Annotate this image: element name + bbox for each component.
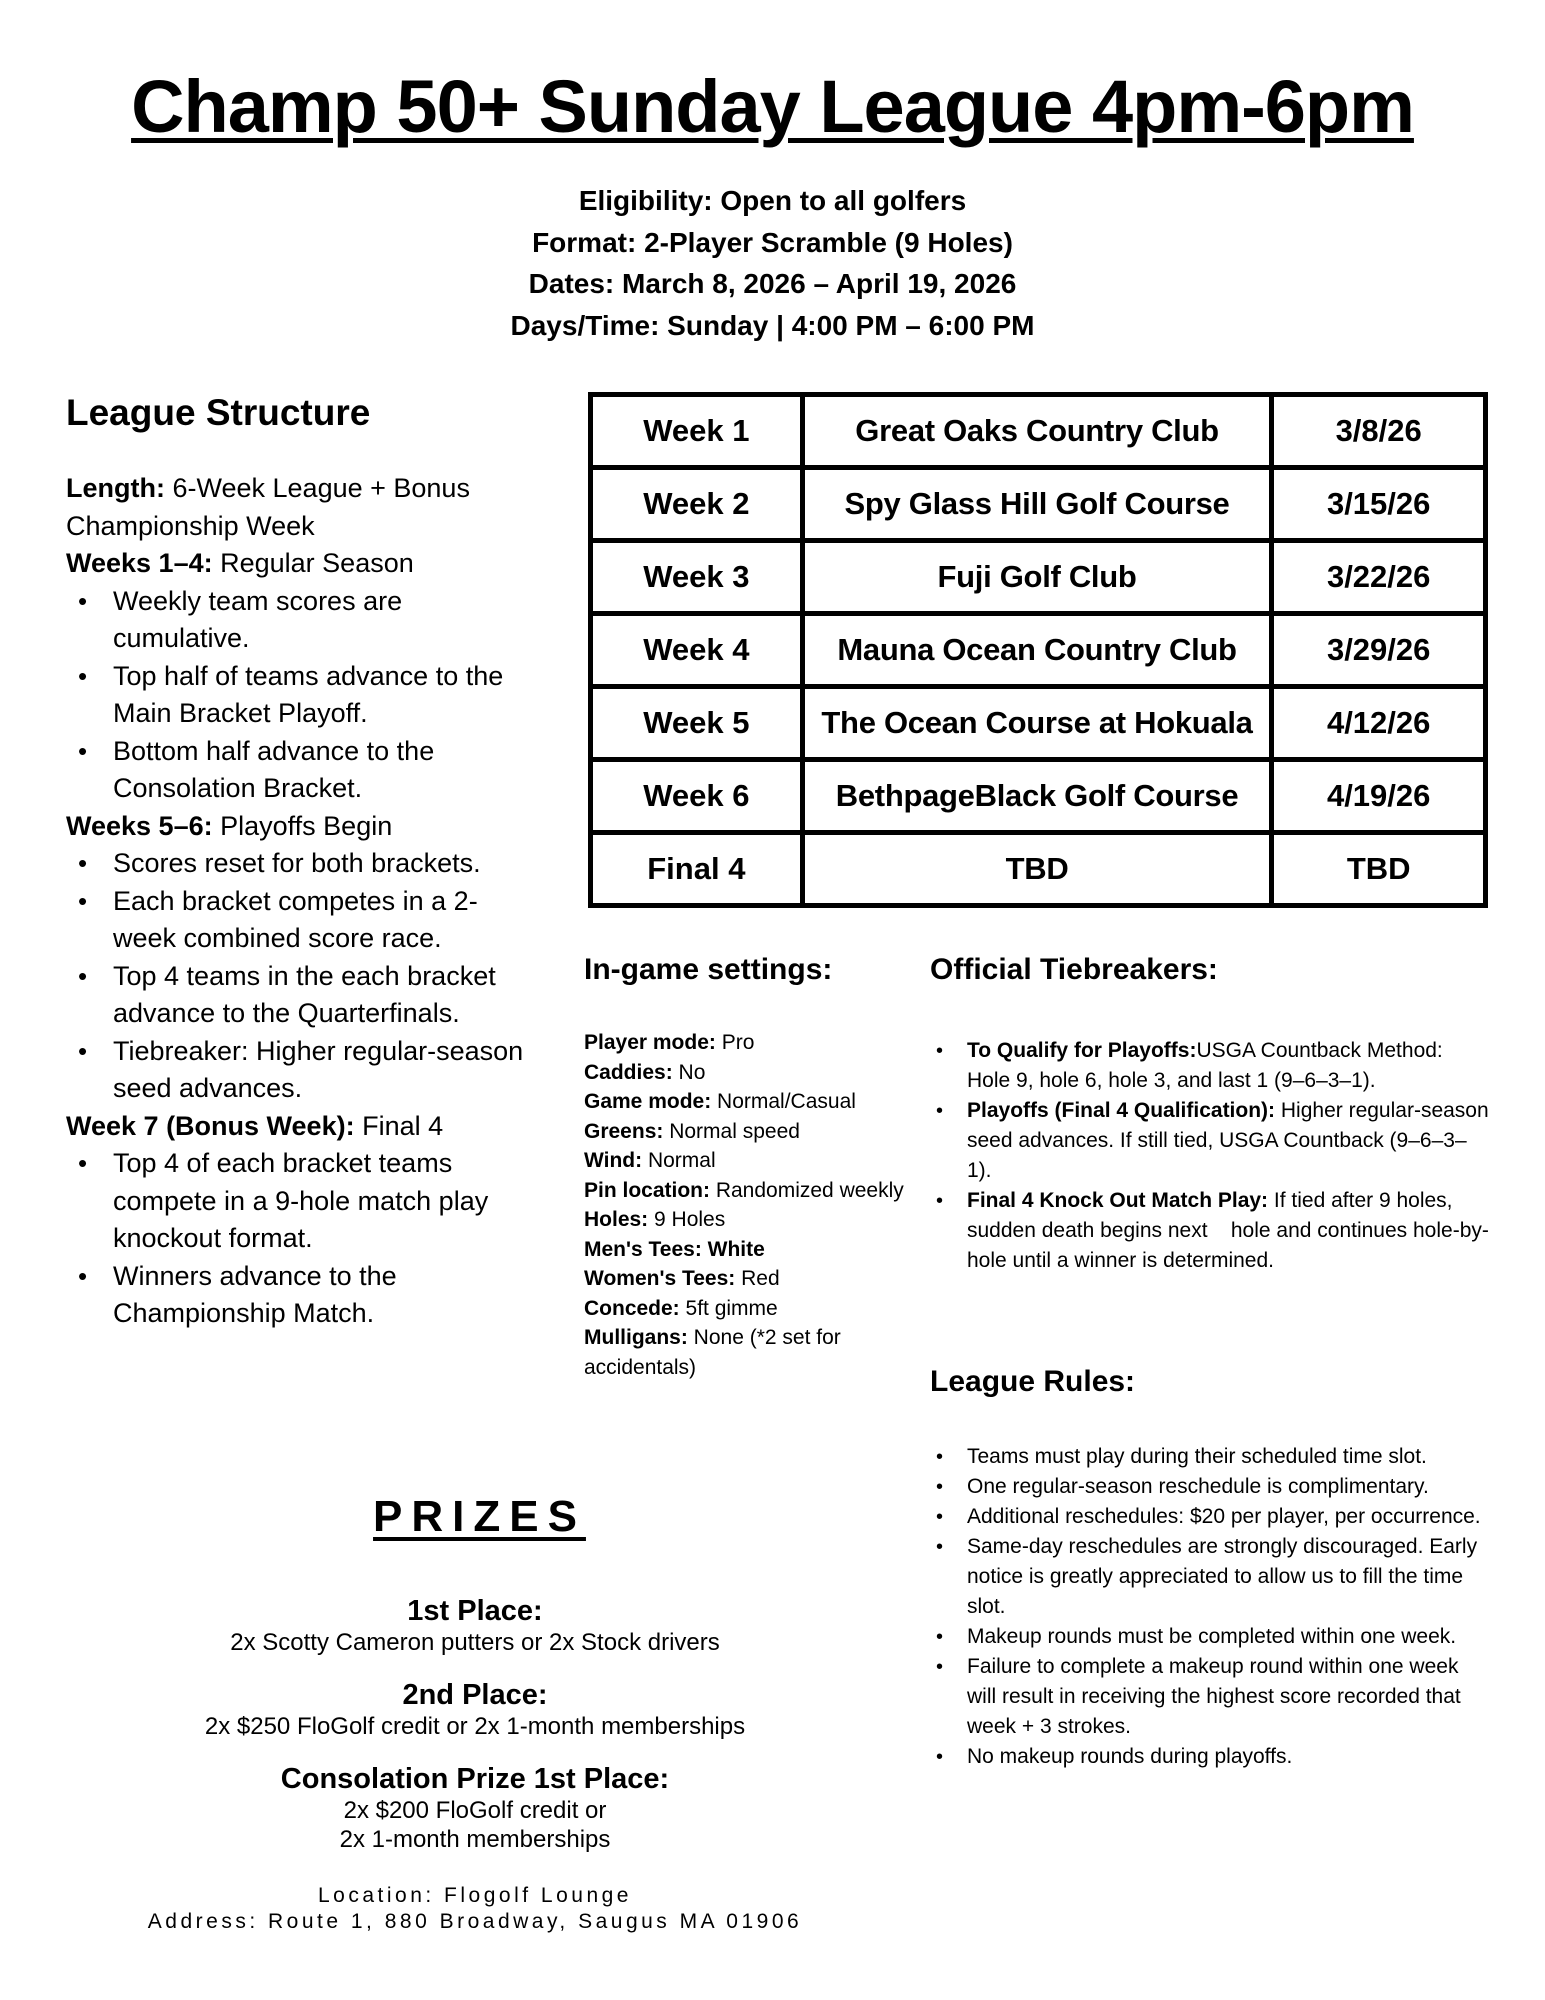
rule-item: • Teams must play during their scheduled time slot. — [930, 1442, 1490, 1472]
setting-player-mode — [584, 1028, 914, 1058]
weeks-5-6-bullets — [66, 845, 536, 1108]
prize-label: 1st Place: — [407, 1595, 543, 1627]
page-title: Champ 50+ Sunday League 4pm-6pm — [131, 65, 1414, 148]
location-footer — [60, 1883, 890, 1935]
location-line: Location: Flogolf Lounge — [317, 1884, 632, 1907]
length-value: 6-Week League + Bonus Championship Week — [66, 473, 470, 541]
setting-value: Normal speed — [663, 1119, 800, 1143]
week-cell: Week 5 — [591, 687, 803, 760]
tiebreaker-value: If tied after 9 holes, sudden death begins next hole and continues hole-by-hole until a winner is determined. — [967, 1189, 1489, 1272]
setting-value: Pro — [715, 1031, 755, 1054]
consolation-prize — [60, 1762, 890, 1854]
setting-mulligans — [584, 1323, 914, 1382]
weeks-5-6-line — [66, 808, 536, 846]
weeks-5-6-label: Weeks 5–6: — [66, 810, 213, 841]
dates-line: Dates: March 8, 2026 – April 19, 2026 — [528, 268, 1017, 299]
setting-womens-tees — [584, 1264, 914, 1294]
tiebreaker-value: Higher regular-season seed advances. If still tied, USGA Countback (9–6–3–1). — [967, 1099, 1489, 1182]
rule-item: • Additional reschedules: $20 per player, per occurrence. — [930, 1502, 1490, 1532]
bullet-item: • Scores reset for both brackets. — [66, 845, 536, 883]
setting-greens — [584, 1117, 914, 1147]
prizes-heading: PRIZES — [373, 1492, 586, 1541]
date-cell: 3/8/26 — [1272, 395, 1486, 468]
setting-mens-tees — [584, 1235, 914, 1265]
week-7-line — [66, 1108, 536, 1146]
weeks-1-4-label: Weeks 1–4: — [66, 548, 213, 578]
setting-pin-location — [584, 1176, 914, 1206]
table-row — [591, 614, 1486, 687]
rule-item: • Makeup rounds must be completed within one week. — [930, 1622, 1490, 1652]
week-cell: Week 2 — [591, 468, 803, 541]
rule-item: • Failure to complete a makeup round within one week will result in receiving the highest score recorded that week + 3 strokes. — [930, 1652, 1490, 1742]
bullet-item: • Top 4 of each bracket teams compete in a 9-hole match play knockout format. — [66, 1145, 536, 1258]
bullet-item: • Top half of teams advance to the Main Bracket Playoff. — [66, 658, 536, 733]
week-cell: Week 4 — [591, 614, 803, 687]
setting-value: Normal — [642, 1149, 716, 1172]
table-row — [591, 833, 1486, 906]
bullet-item: • Each bracket competes in a 2-week combined score race. — [66, 883, 536, 958]
prize-desc: 2x $200 FloGolf credit or — [343, 1797, 607, 1824]
tiebreaker-label: Playoffs (Final 4 Qualification): — [967, 1099, 1276, 1122]
setting-label: Men's Tees: White — [584, 1237, 765, 1261]
prize-label: 2nd Place: — [402, 1679, 548, 1711]
second-place-prize — [60, 1678, 890, 1741]
tiebreaker-value: USGA Countback Method: Hole 9, hole 6, hole 3, and last 1 (9–6–3–1). — [967, 1039, 1443, 1092]
setting-value: Red — [735, 1267, 780, 1290]
setting-label: Game mode: — [584, 1090, 712, 1113]
rules-heading: League Rules: — [930, 1365, 1136, 1398]
course-cell: Spy Glass Hill Golf Course — [802, 468, 1272, 541]
days-time-line: Days/Time: Sunday | 4:00 PM – 6:00 PM — [510, 309, 1035, 341]
rules-list — [930, 1442, 1490, 1772]
rule-item: • No makeup rounds during playoffs. — [930, 1742, 1490, 1772]
tiebreaker-label: To Qualify for Playoffs: — [967, 1039, 1197, 1062]
setting-value: No — [672, 1060, 706, 1084]
bullet-item: • Top 4 teams in the each bracket advance to the Quarterfinals. — [66, 958, 536, 1033]
address-line: Address: Route 1, 880 Broadway, Saugus MA 01906 — [147, 1910, 803, 1933]
tiebreakers-heading: Official Tiebreakers: — [930, 953, 1218, 986]
table-row — [591, 687, 1486, 760]
tiebreakers-list — [930, 1036, 1490, 1276]
table-row — [591, 541, 1486, 614]
prizes-section — [60, 1490, 890, 1854]
week-7-value: Final 4 — [354, 1110, 444, 1141]
course-cell: TBD — [802, 833, 1272, 906]
tiebreaker-label: Final 4 Knock Out Match Play: — [967, 1189, 1269, 1212]
setting-holes — [584, 1205, 914, 1235]
table-row — [591, 395, 1486, 468]
date-cell: 3/15/26 — [1272, 468, 1486, 541]
first-place-prize — [60, 1594, 890, 1657]
tiebreaker-item — [930, 1186, 1490, 1276]
week-cell: Week 1 — [591, 395, 803, 468]
weeks-1-4-value: Regular Season — [212, 548, 414, 578]
week-cell: Week 6 — [591, 760, 803, 833]
setting-label: Player mode: — [584, 1031, 716, 1054]
table-row — [591, 760, 1486, 833]
course-cell: Great Oaks Country Club — [802, 395, 1272, 468]
league-structure-heading: League Structure — [66, 392, 371, 433]
date-cell: 4/19/26 — [1272, 760, 1486, 833]
prize-desc: 2x 1-month memberships — [339, 1826, 611, 1853]
weeks-1-4-bullets — [66, 583, 536, 808]
course-cell: Mauna Ocean Country Club — [802, 614, 1272, 687]
eligibility-line: Eligibility: Open to all golfers — [578, 185, 967, 216]
league-structure — [66, 390, 536, 1333]
rule-item: • Same-day reschedules are strongly discouraged. Early notice is greatly appreciated to allow us to fill the time slot. — [930, 1532, 1490, 1622]
bullet-item: • Weekly team scores are cumulative. — [66, 583, 536, 658]
prize-desc: 2x $250 FloGolf credit or 2x 1-month memberships — [204, 1713, 746, 1740]
table-row — [591, 468, 1486, 541]
setting-value: 5ft gimme — [679, 1296, 778, 1320]
in-game-settings — [584, 950, 914, 1382]
format-line: Format: 2-Player Scramble (9 Holes) — [532, 226, 1013, 258]
rule-item: • One regular-season reschedule is complimentary. — [930, 1472, 1490, 1502]
setting-value: 9 Holes — [648, 1208, 726, 1231]
prize-label: Consolation Prize 1st Place: — [280, 1763, 670, 1795]
week-7-bullets — [66, 1145, 536, 1333]
week-7-label: Week 7 (Bonus Week): — [66, 1110, 355, 1141]
schedule-table — [588, 392, 1488, 908]
tiebreaker-item — [930, 1036, 1490, 1096]
length-line — [66, 470, 536, 545]
week-cell: Week 3 — [591, 541, 803, 614]
setting-label: Mulligans: — [584, 1326, 688, 1349]
course-cell: BethpageBlack Golf Course — [802, 760, 1272, 833]
setting-label: Greens: — [584, 1119, 664, 1143]
setting-concede — [584, 1294, 914, 1324]
date-cell: 3/22/26 — [1272, 541, 1486, 614]
course-cell: The Ocean Course at Hokuala — [802, 687, 1272, 760]
date-cell: 3/29/26 — [1272, 614, 1486, 687]
week-cell: Final 4 — [591, 833, 803, 906]
setting-label: Women's Tees: — [584, 1267, 736, 1290]
weeks-5-6-value: Playoffs Begin — [212, 810, 393, 841]
league-details — [0, 180, 1545, 346]
setting-label: Holes: — [584, 1208, 649, 1231]
setting-game-mode — [584, 1087, 914, 1117]
prize-desc: 2x Scotty Cameron putters or 2x Stock drivers — [230, 1629, 720, 1656]
course-cell: Fuji Golf Club — [802, 541, 1272, 614]
setting-label: Concede: — [584, 1296, 680, 1320]
setting-value: Normal/Casual — [711, 1090, 856, 1113]
setting-label: Pin location: — [584, 1178, 710, 1202]
setting-wind — [584, 1146, 914, 1176]
settings-heading: In-game settings: — [584, 953, 833, 986]
bullet-item: • Bottom half advance to the Consolation Bracket. — [66, 733, 536, 808]
league-rules — [930, 1362, 1490, 1772]
setting-label: Caddies: — [584, 1060, 673, 1084]
setting-value: Randomized weekly — [710, 1178, 904, 1202]
setting-caddies — [584, 1058, 914, 1088]
date-cell: TBD — [1272, 833, 1486, 906]
tiebreaker-item — [930, 1096, 1490, 1186]
bullet-item: • Tiebreaker: Higher regular-season seed advances. — [66, 1033, 536, 1108]
weeks-1-4-line — [66, 545, 536, 583]
length-label: Length: — [66, 473, 165, 503]
setting-value: None (*2 set for accidentals) — [584, 1326, 841, 1379]
setting-label: Wind: — [584, 1149, 643, 1172]
official-tiebreakers — [930, 950, 1490, 1276]
date-cell: 4/12/26 — [1272, 687, 1486, 760]
bullet-item: • Winners advance to the Championship Match. — [66, 1258, 536, 1333]
